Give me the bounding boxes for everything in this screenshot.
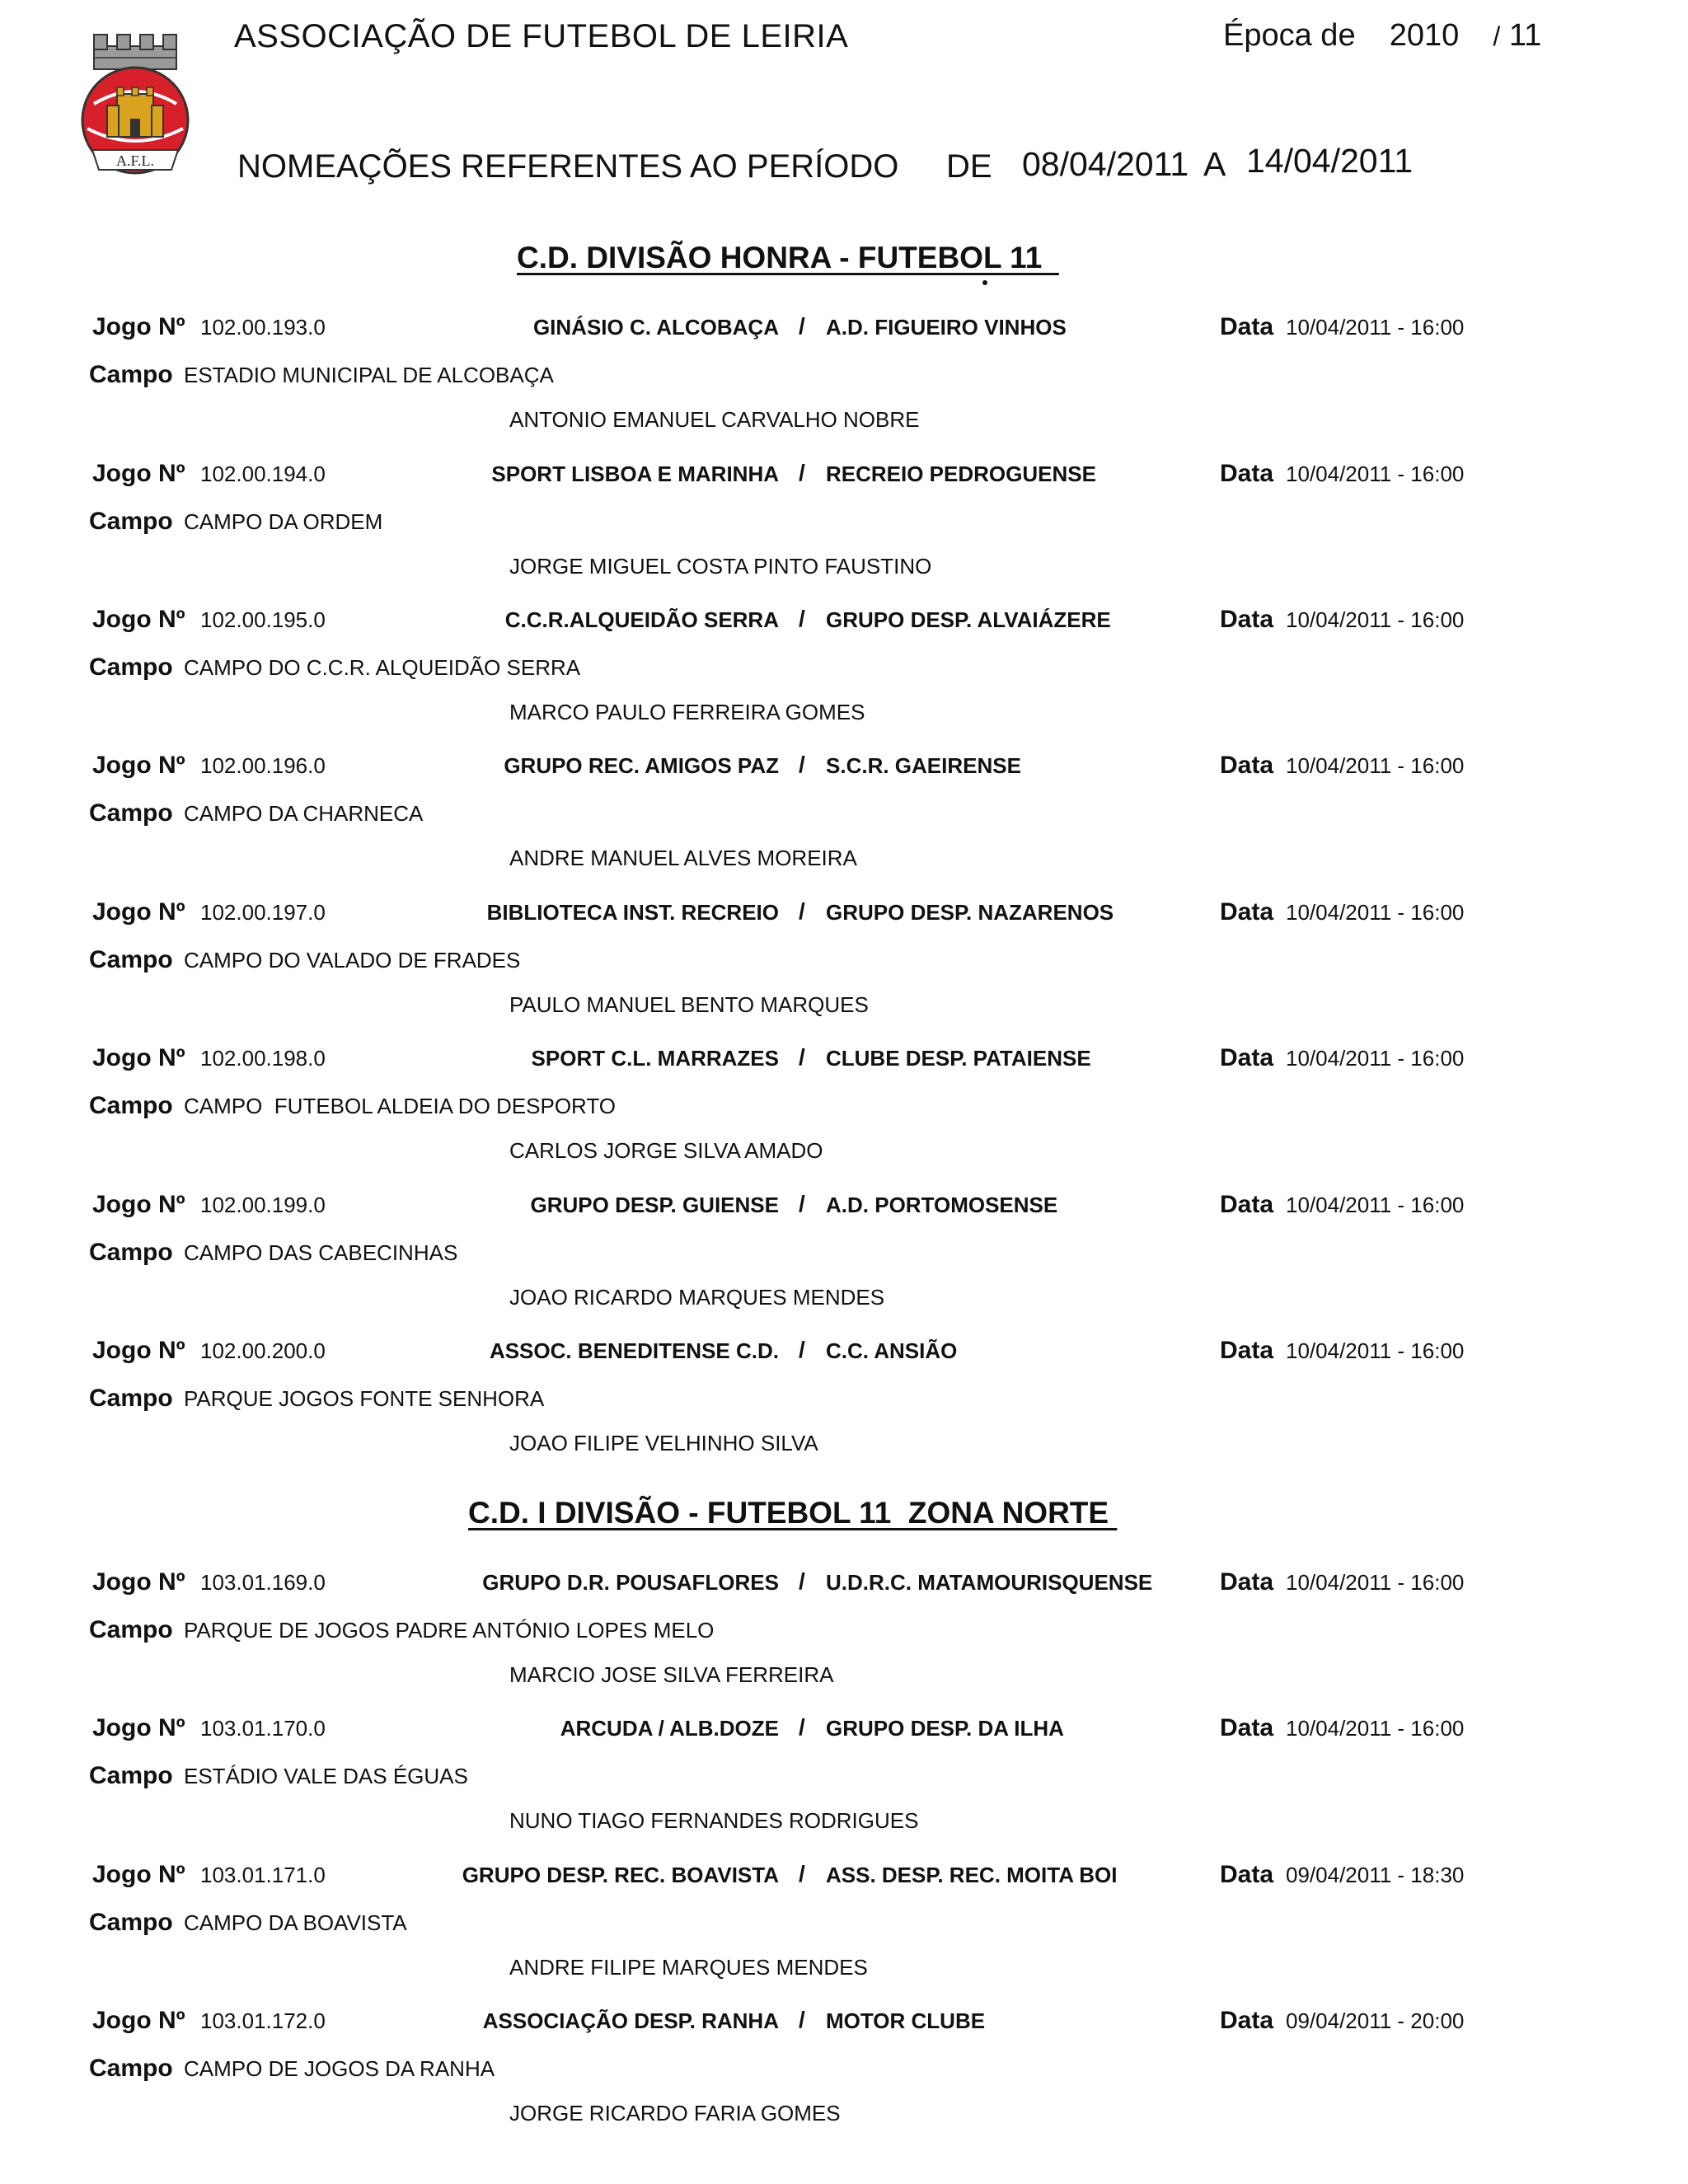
away-team: CLUBE DESP. PATAIENSE (826, 1046, 1091, 1071)
period-end-date: 14/04/2011 (1246, 142, 1414, 180)
teams-separator: / (799, 752, 805, 777)
game-number: 103.01.169.0 (200, 1570, 326, 1595)
game-entry (0, 898, 1688, 1045)
game-datetime: 10/04/2011 - 16:00 (1286, 1046, 1465, 1071)
field-label: Campo (89, 1239, 173, 1266)
period-de: DE (946, 148, 992, 185)
date-label: Data (1220, 2007, 1274, 2034)
season-prefix: Época de (1223, 18, 1356, 53)
field-label: Campo (89, 2055, 173, 2082)
field-name: CAMPO DAS CABECINHAS (184, 1240, 458, 1265)
away-team: ASS. DESP. REC. MOITA BOI (826, 1863, 1118, 1887)
game-entry (0, 1714, 1688, 1861)
game-entry (0, 1191, 1688, 1338)
teams-separator: / (799, 898, 805, 924)
field-name: PARQUE DE JOGOS PADRE ANTÓNIO LOPES MELO (184, 1618, 715, 1643)
date-label: Data (1220, 313, 1274, 340)
away-team: GRUPO DESP. ALVAIÁZERE (826, 607, 1111, 632)
field-name: CAMPO FUTEBOL ALDEIA DO DESPORTO (184, 1094, 616, 1118)
teams-separator: / (799, 313, 805, 339)
home-team: GRUPO REC. AMIGOS PAZ (504, 753, 779, 778)
game-entry (0, 2007, 1688, 2154)
game-number-label: Jogo Nº (92, 2007, 185, 2034)
period-start-date: 08/04/2011 (1022, 145, 1189, 183)
field-label: Campo (89, 1092, 173, 1119)
game-entry (0, 1337, 1688, 1483)
game-entry (0, 1568, 1688, 1715)
game-datetime: 10/04/2011 - 16:00 (1286, 1193, 1465, 1217)
date-label: Data (1220, 898, 1274, 926)
association-name: ASSOCIAÇÃO DE FUTEBOL DE LEIRIA (234, 18, 849, 54)
season-year: 2010 (1389, 18, 1460, 53)
away-team: C.C. ANSIÃO (826, 1338, 958, 1363)
period-label: NOMEAÇÕES REFERENTES AO PERÍODO (237, 148, 899, 185)
field-label: Campo (89, 946, 173, 973)
teams-separator: / (799, 1337, 805, 1362)
date-label: Data (1220, 752, 1274, 779)
home-team: SPORT LISBOA E MARINHA (491, 462, 779, 486)
game-number-label: Jogo Nº (92, 752, 185, 779)
game-number: 102.00.195.0 (200, 607, 326, 632)
teams-separator: / (799, 1861, 805, 1886)
game-datetime: 10/04/2011 - 16:00 (1286, 753, 1465, 778)
teams-separator: / (799, 460, 805, 485)
game-number-label: Jogo Nº (92, 1568, 185, 1596)
section-title-divisao-honra: C.D. DIVISÃO HONRA - FUTEBOL 11 (517, 241, 1059, 274)
field-name: ESTADIO MUNICIPAL DE ALCOBAÇA (184, 363, 554, 387)
date-label: Data (1220, 1861, 1274, 1888)
away-team: A.D. FIGUEIRO VINHOS (826, 315, 1067, 340)
game-datetime: 10/04/2011 - 16:00 (1286, 607, 1465, 632)
field-name: PARQUE JOGOS FONTE SENHORA (184, 1386, 545, 1411)
game-entry (0, 1861, 1688, 2008)
field-label: Campo (89, 799, 173, 827)
game-entry (0, 313, 1688, 460)
field-label: Campo (89, 1909, 173, 1936)
game-number: 102.00.197.0 (200, 900, 326, 925)
game-datetime: 10/04/2011 - 16:00 (1286, 1570, 1465, 1595)
teams-separator: / (799, 1714, 805, 1740)
home-team: C.C.R.ALQUEIDÃO SERRA (504, 607, 779, 632)
date-label: Data (1220, 1337, 1274, 1364)
season-label (1223, 18, 1541, 54)
teams-separator: / (799, 1044, 805, 1070)
period-a: A (1203, 145, 1226, 183)
teams-separator: / (799, 1191, 805, 1216)
crown-icon (94, 35, 176, 69)
field-name: CAMPO DO VALADO DE FRADES (184, 948, 521, 972)
game-datetime: 09/04/2011 - 20:00 (1286, 2008, 1465, 2033)
game-number: 102.00.200.0 (200, 1338, 326, 1363)
period-heading (237, 142, 1414, 185)
field-label: Campo (89, 654, 173, 681)
away-team: A.D. PORTOMOSENSE (826, 1193, 1058, 1217)
svg-text:A.F.L.: A.F.L. (115, 152, 155, 169)
field-label: Campo (89, 508, 173, 535)
referee-name: JOAO FILIPE VELHINHO SILVA (509, 1431, 818, 1455)
teams-separator: / (799, 606, 805, 631)
away-team: RECREIO PEDROGUENSE (826, 462, 1096, 486)
referee-name: CARLOS JORGE SILVA AMADO (509, 1138, 823, 1163)
away-team: GRUPO DESP. DA ILHA (826, 1716, 1064, 1741)
field-label: Campo (89, 1762, 173, 1789)
teams-separator: / (799, 1568, 805, 1594)
field-label: Campo (89, 1616, 173, 1643)
season-end: 11 (1508, 18, 1542, 53)
teams-separator: / (799, 2007, 805, 2032)
game-number: 103.01.172.0 (200, 2008, 326, 2033)
field-name: CAMPO DA BOAVISTA (184, 1910, 407, 1935)
section-title-i-divisao-zona-norte: C.D. I DIVISÃO - FUTEBOL 11 ZONA NORTE (468, 1496, 1118, 1530)
referee-name: JOAO RICARDO MARQUES MENDES (509, 1285, 885, 1310)
date-label: Data (1220, 460, 1274, 487)
field-name: CAMPO DO C.C.R. ALQUEIDÃO SERRA (184, 655, 581, 680)
home-team: GRUPO DESP. GUIENSE (530, 1193, 779, 1217)
field-name: ESTÁDIO VALE DAS ÉGUAS (184, 1764, 468, 1788)
referee-name: ANDRE FILIPE MARQUES MENDES (509, 1955, 868, 1980)
home-team: GRUPO DESP. REC. BOAVISTA (462, 1863, 779, 1887)
home-team: ASSOCIAÇÃO DESP. RANHA (482, 2008, 779, 2033)
game-number-label: Jogo Nº (92, 1191, 185, 1218)
away-team: GRUPO DESP. NAZARENOS (826, 900, 1114, 925)
game-number: 102.00.193.0 (200, 315, 326, 340)
game-number-label: Jogo Nº (92, 1044, 185, 1071)
game-number: 102.00.198.0 (200, 1046, 326, 1071)
date-label: Data (1220, 1044, 1274, 1071)
referee-name: PAULO MANUEL BENTO MARQUES (509, 992, 869, 1017)
field-name: CAMPO DE JOGOS DA RANHA (184, 2056, 495, 2081)
referee-name: MARCO PAULO FERREIRA GOMES (509, 700, 865, 724)
game-number-label: Jogo Nº (92, 606, 185, 633)
referee-name: MARCIO JOSE SILVA FERREIRA (509, 1662, 834, 1687)
referee-name: NUNO TIAGO FERNANDES RODRIGUES (509, 1808, 919, 1833)
referee-name: ANDRE MANUEL ALVES MOREIRA (509, 846, 857, 870)
game-number: 102.00.194.0 (200, 462, 326, 486)
home-team: BIBLIOTECA INST. RECREIO (486, 900, 779, 925)
home-team: GINÁSIO C. ALCOBAÇA (532, 315, 779, 340)
game-datetime: 10/04/2011 - 16:00 (1286, 1716, 1465, 1741)
date-label: Data (1220, 1714, 1274, 1741)
date-label: Data (1220, 1568, 1274, 1596)
referee-name: ANTONIO EMANUEL CARVALHO NOBRE (509, 407, 920, 432)
game-datetime: 10/04/2011 - 16:00 (1286, 900, 1465, 925)
game-number-label: Jogo Nº (92, 1714, 185, 1741)
game-entry (0, 460, 1688, 607)
afl-crest-logo (69, 30, 201, 178)
game-number-label: Jogo Nº (92, 898, 185, 926)
game-number-label: Jogo Nº (92, 313, 185, 340)
referee-name: JORGE MIGUEL COSTA PINTO FAUSTINO (509, 554, 932, 579)
stray-dot (982, 280, 987, 285)
game-number-label: Jogo Nº (92, 1337, 185, 1364)
field-label: Campo (89, 361, 173, 388)
home-team: GRUPO D.R. POUSAFLORES (482, 1570, 779, 1595)
game-datetime: 10/04/2011 - 16:00 (1286, 1338, 1465, 1363)
game-datetime: 10/04/2011 - 16:00 (1286, 315, 1465, 340)
home-team: ARCUDA / ALB.DOZE (560, 1716, 779, 1741)
date-label: Data (1220, 606, 1274, 633)
date-label: Data (1220, 1191, 1274, 1218)
season-separator: / (1493, 21, 1501, 51)
away-team: U.D.R.C. MATAMOURISQUENSE (826, 1570, 1153, 1595)
game-entry (0, 606, 1688, 752)
referee-name: JORGE RICARDO FARIA GOMES (509, 2101, 841, 2125)
game-number-label: Jogo Nº (92, 460, 185, 487)
away-team: S.C.R. GAEIRENSE (826, 753, 1021, 778)
home-team: SPORT C.L. MARRAZES (531, 1046, 779, 1071)
game-datetime: 09/04/2011 - 18:30 (1286, 1863, 1465, 1887)
game-entry (0, 752, 1688, 898)
game-number: 102.00.196.0 (200, 753, 326, 778)
game-number: 103.01.171.0 (200, 1863, 326, 1887)
game-number: 103.01.170.0 (200, 1716, 326, 1741)
home-team: ASSOC. BENEDITENSE C.D. (489, 1338, 779, 1363)
game-entry (0, 1044, 1688, 1191)
game-datetime: 10/04/2011 - 16:00 (1286, 462, 1465, 486)
field-name: CAMPO DA CHARNECA (184, 801, 424, 826)
field-name: CAMPO DA ORDEM (184, 509, 383, 534)
game-number-label: Jogo Nº (92, 1861, 185, 1888)
game-number: 102.00.199.0 (200, 1193, 326, 1217)
field-label: Campo (89, 1385, 173, 1412)
away-team: MOTOR CLUBE (826, 2008, 986, 2033)
